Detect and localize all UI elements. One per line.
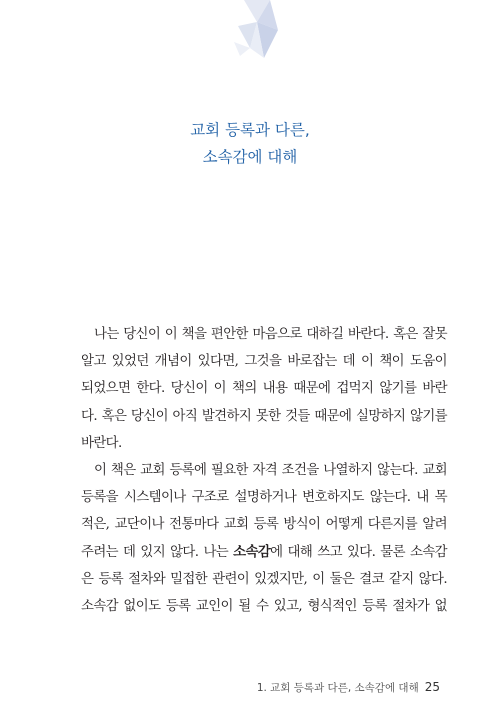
paragraph-2-line-6: 소속감 없이도 등록 교인이 될 수 있고, 형식적인 등록 절차가 없 (81, 598, 447, 614)
body-text (81, 321, 447, 620)
paragraph-1-line-3: 되었으면 한다. 당신이 이 책의 내용 때문에 겁먹지 않기를 바란 (81, 381, 447, 397)
paragraph-2-line-3: 적은, 교단이나 전통마다 교회 등록 방식이 어떻게 다른지를 알려 (81, 517, 447, 533)
emphasis-belonging: 소속감 (233, 544, 271, 560)
chapter-title (0, 117, 500, 171)
geometric-ornament-icon (226, 0, 288, 62)
chapter-title-line-1: 교회 등록과 다른, (190, 121, 310, 139)
page-number: 25 (424, 680, 440, 694)
paragraph-1-line-5: 바란다. (81, 435, 122, 451)
chapter-title-line-2: 소속감에 대해 (202, 148, 298, 166)
paragraph-2-line-4 (81, 539, 447, 566)
paragraph-2-line-2: 등록을 시스템이나 구조로 설명하거나 변호하지도 않는다. 내 목 (81, 490, 447, 506)
paragraph-1-line-4: 다. 혹은 당신이 아직 발견하지 못한 것들 때문에 실망하지 않기를 (81, 408, 447, 424)
paragraph-1-line-2: 알고 있었던 개념이 있다면, 그것을 바로잡는 데 이 책이 도움이 (81, 354, 447, 370)
page-footer (257, 680, 440, 695)
paragraph-2-line-4-start: 주려는 데 있지 않다. 나는 (81, 544, 234, 560)
paragraph-2-line-4-end: 에 대해 쓰고 있다. 물론 소속감 (270, 544, 447, 560)
paragraph-2-line-1: 이 책은 교회 등록에 필요한 자격 조건을 나열하지 않는다. 교회 (94, 462, 447, 478)
running-head: 1. 교회 등록과 다른, 소속감에 대해 (256, 682, 419, 694)
paragraph-2-line-5: 은 등록 절차와 밀접한 관련이 있겠지만, 이 둘은 결코 같지 않다. (81, 571, 447, 587)
paragraph-1-line-1: 나는 당신이 이 책을 편안한 마음으로 대하길 바란다. 혹은 잘못 (94, 327, 447, 342)
